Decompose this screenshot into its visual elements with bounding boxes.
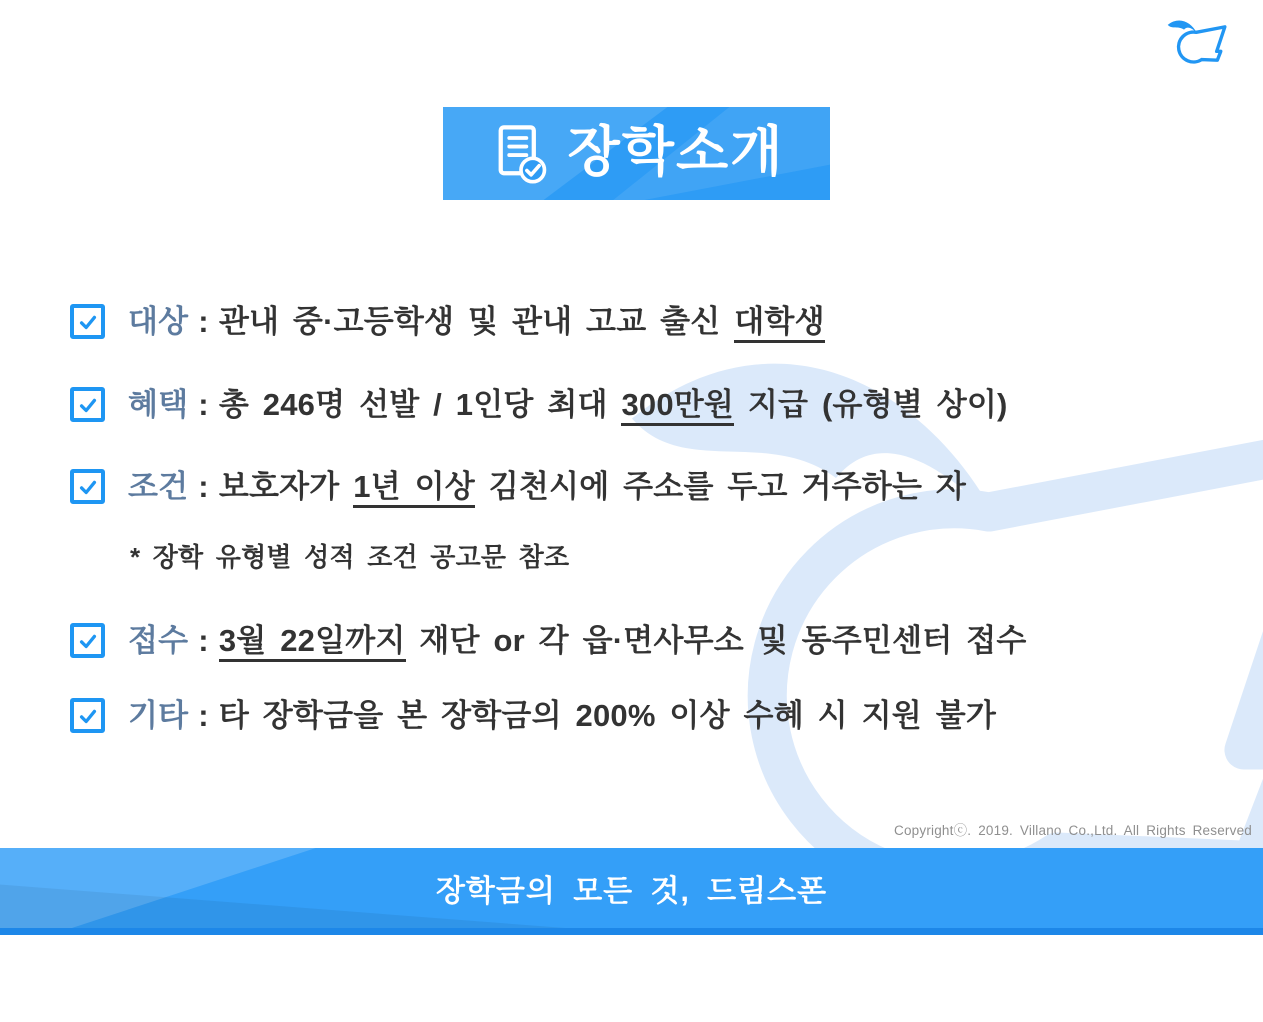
checkbox-icon	[70, 623, 105, 658]
list-item-benefit	[70, 382, 1008, 427]
item-colon: :	[198, 623, 209, 658]
checkbox-icon	[70, 304, 105, 339]
list-item-etc	[70, 693, 996, 738]
list-item-apply	[70, 618, 1027, 663]
item-text: 지급 (유형별 상이)	[734, 387, 1008, 422]
checkbox-icon	[70, 387, 105, 422]
dreamspon-logo-icon	[1165, 16, 1233, 73]
dreamspon-logo	[1165, 16, 1233, 73]
item-text-underlined: 1년 이상	[353, 469, 475, 508]
footer-bottom-strip	[0, 928, 1263, 935]
document-check-icon	[489, 122, 553, 186]
item-colon: :	[198, 387, 209, 422]
checkbox-icon	[70, 469, 105, 504]
item-text: 김천시에 주소를 두고 거주하는 자	[474, 469, 967, 504]
item-text: 재단 or 각 읍·면사무소 및 동주민센터 접수	[405, 623, 1027, 658]
item-label: 기타	[128, 698, 189, 733]
item-label: 혜택	[128, 387, 189, 422]
item-colon: :	[198, 469, 209, 504]
item-text-underlined: 대학생	[734, 304, 824, 343]
copyright-text: Copyrightⓒ. 2019. Villano Co.,Ltd. All Rights Reserved	[894, 823, 1252, 838]
item-text-underlined: 3월 22일까지	[219, 623, 406, 662]
item-label: 접수	[128, 623, 189, 658]
list-item-condition	[70, 464, 966, 509]
item-text: 타 장학금을 본 장학금의 200% 이상 수혜 시 지원 불가	[218, 698, 997, 733]
item-label: 조건	[128, 469, 189, 504]
item-text: 보호자가	[218, 469, 354, 504]
title-banner	[443, 107, 830, 200]
checkbox-icon	[70, 698, 105, 733]
page-title: 장학소개	[567, 121, 785, 182]
item-colon: :	[198, 304, 209, 339]
footer-slogan: 장학금의 모든 것, 드림스폰	[435, 875, 828, 908]
item-text: 총 246명 선발 / 1인당 최대	[218, 387, 622, 422]
list-item-target	[70, 299, 825, 344]
item-text-underlined: 300만원	[621, 387, 734, 426]
footer-bar	[0, 848, 1263, 935]
condition-footnote: * 장학 유형별 성적 조건 공고문 참조	[130, 542, 570, 572]
item-label: 대상	[128, 304, 189, 339]
item-text: 관내 중·고등학생 및 관내 고교 출신	[218, 304, 735, 339]
item-colon: :	[198, 698, 209, 733]
